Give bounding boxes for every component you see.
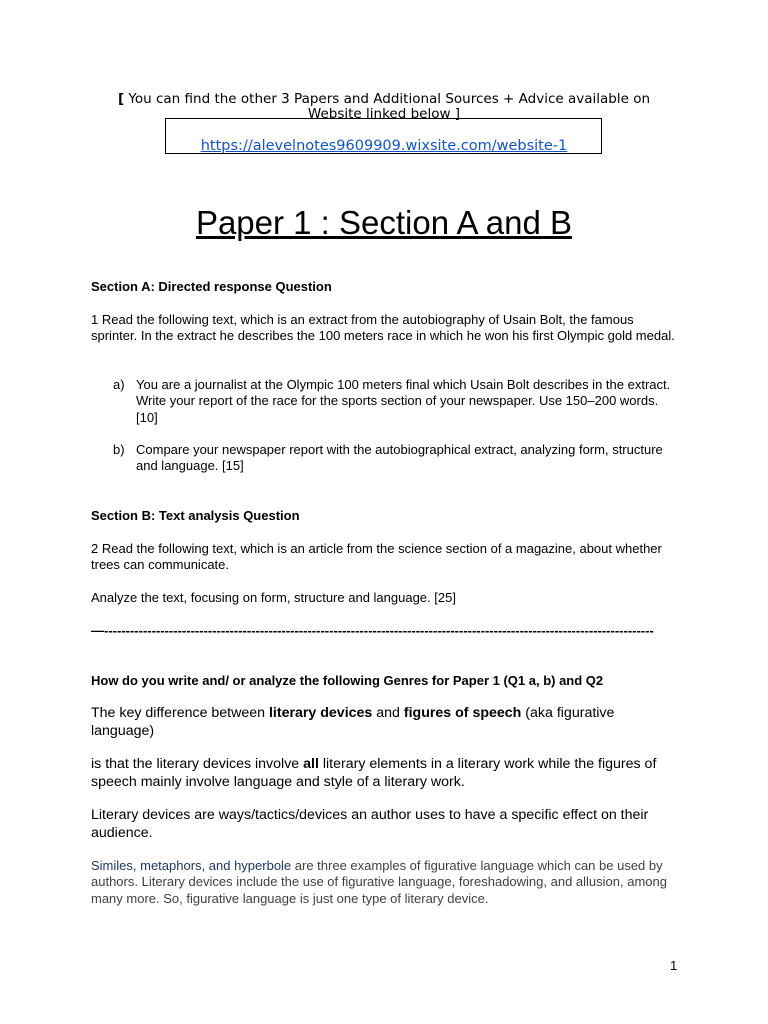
examples-term: Similes, metaphors, and hyperbole	[91, 858, 292, 873]
separator-line: —-------------------------------------------------------------------------------------------------------------------------------	[91, 623, 654, 638]
page-title: Paper 1 : Section A and B	[195, 204, 573, 241]
genres-paragraph-3: Literary devices are ways/tactics/devices an author uses to have a specific effect on their audience.	[91, 807, 649, 841]
all-term: all	[303, 756, 319, 772]
list-item-label: a)	[113, 377, 125, 392]
list-item-label: b)	[113, 442, 125, 457]
section-a-heading: Section A: Directed response Question	[91, 279, 332, 294]
text-run: and	[372, 705, 404, 721]
list-item	[113, 442, 679, 475]
section-b-heading: Section B: Text analysis Question	[91, 508, 300, 523]
page-number: 1	[670, 958, 678, 973]
list-item-text: You are a journalist at the Olympic 100 meters final which Usain Bolt describes in the extract. Write your report of the race for the sports section of your newspaper. Use 150–200 words. [10]	[136, 377, 671, 425]
figures-of-speech-term: figures of speech	[403, 705, 522, 721]
list-item	[113, 377, 679, 426]
genres-heading: How do you write and/ or analyze the following Genres for Paper 1 (Q1 a, b) and Q2	[91, 673, 604, 688]
section-b-intro: 2 Read the following text, which is an article from the science section of a magazine, about whether trees can communicate.	[91, 541, 662, 573]
section-a-intro: 1 Read the following text, which is an extract from the autobiography of Usain Bolt, the famous sprinter. In the extract he describes the 100 meters race in which he won his first Olympic gold medal.	[91, 312, 675, 344]
notice-text: You can find the other 3 Papers and Additional Sources + Advice available on Website linked below ]	[124, 91, 651, 122]
text-run: The key difference between	[91, 705, 269, 721]
section-b-task: Analyze the text, focusing on form, structure and language. [25]	[91, 590, 456, 605]
text-run: is that the literary devices involve	[91, 756, 304, 772]
genres-paragraph-1	[91, 705, 677, 740]
text-run: (aka figurative language)	[91, 705, 615, 739]
website-link[interactable]: https://alevelnotes9609909.wixsite.com/website-1	[200, 138, 568, 154]
genres-paragraph-2	[91, 756, 677, 791]
list-item-text: Compare your newspaper report with the autobiographical extract, analyzing form, structure and language. [15]	[136, 442, 663, 474]
notice-bracket: [	[117, 91, 125, 107]
text-run: literary elements in a literary work while the figures of speech mainly involve language and style of a literary work.	[91, 756, 657, 790]
genres-paragraph-4	[91, 858, 677, 907]
text-run: are three examples of figurative language which can be used by authors. Literary devices include the use of figurative language, foreshadowing, and allusion, among many more. So, figurative language is just one type of literary device.	[91, 858, 667, 906]
literary-devices-term: literary devices	[268, 705, 373, 721]
